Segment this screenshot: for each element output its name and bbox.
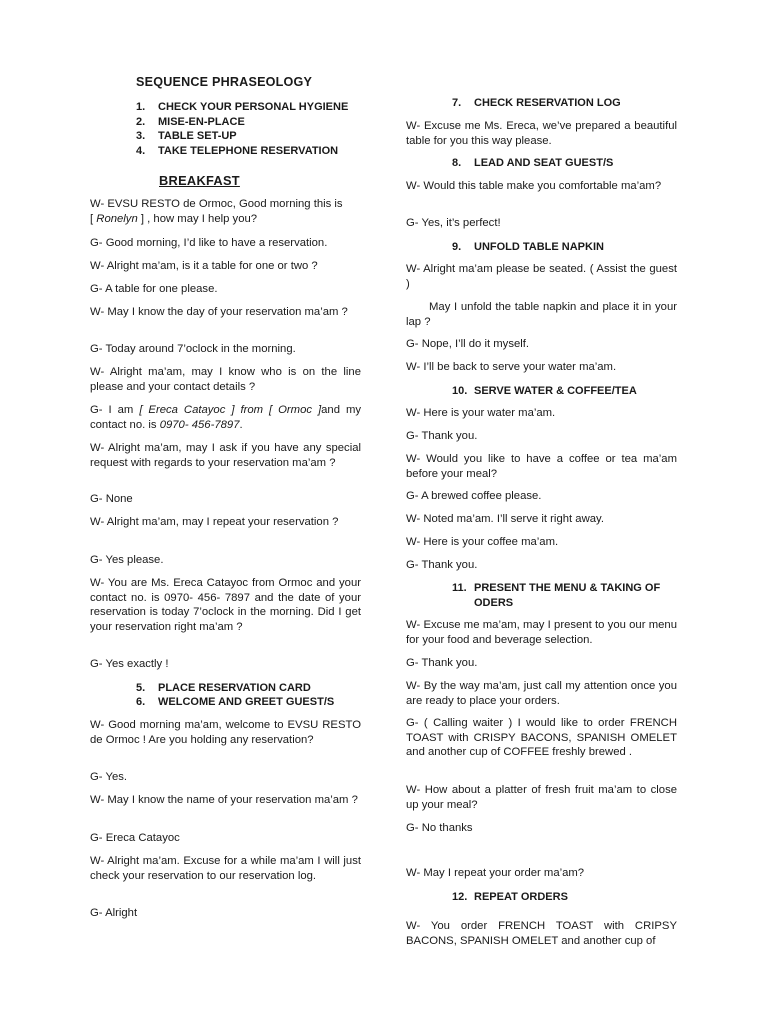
section-heading: 5. PLACE RESERVATION CARD <box>136 682 311 694</box>
dialogue-line: G- A table for one please. <box>90 283 218 295</box>
dialogue-line: W- May I know the day of your reservation ma’am ? <box>90 306 348 318</box>
section-heading: 12. REPEAT ORDERS <box>452 891 568 903</box>
dialogue-line: G- Nope, I’ll do it myself. <box>406 338 530 350</box>
dialogue-line: G- A brewed coffee please. <box>406 490 542 502</box>
dialogue-line: W- EVSU RESTO de Ormoc, Good morning this is [ Ronelyn ] , how may I help you? <box>90 198 343 225</box>
dialogue-line: G- Thank you. <box>406 430 478 442</box>
dialogue-line: G- Yes exactly ! <box>90 658 169 670</box>
dialogue-line: G- Alright <box>90 907 138 919</box>
dialogue-line: W- May I repeat your order ma’am? <box>406 867 585 879</box>
page-title: SEQUENCE PHRASEOLOGY <box>136 75 313 89</box>
dialogue-line: W- By the way ma’am, just call my attention once you are ready to place your orders. <box>406 680 677 707</box>
dialogue-line: W- Alright ma’am, may I know who is on the line please and your contact details ? <box>90 366 361 393</box>
dialogue-line: W- You order FRENCH TOAST with CRIPSY BACONS, SPANISH OMELET and another cup of <box>406 920 677 947</box>
dialogue-line: G- None <box>90 493 133 505</box>
dialogue-line: G- Yes please. <box>90 554 164 566</box>
dialogue-line: W- How about a platter of fresh fruit ma’am to close up your meal? <box>406 784 677 811</box>
list-item: 3. TABLE SET-UP <box>136 130 237 143</box>
dialogue-line: G- I am [ Ereca Catayoc ] from [ Ormoc ]and my contact no. is 0970- 456-7897. <box>90 404 362 431</box>
dialogue-line: G- No thanks <box>406 822 473 834</box>
section-heading: 6. WELCOME AND GREET GUEST/S <box>136 696 335 708</box>
dialogue-line: W- You are Ms. Ereca Catayoc from Ormoc and your contact no. is 0970- 456- 7897 and the date of your reservation is today 7’oclock in the morning. Did I get your reservation right ma’am ? <box>90 577 361 633</box>
dialogue-line: W- Noted ma’am. I’ll serve it right away. <box>406 513 604 525</box>
dialogue-line: W- Alright ma’am, may I repeat your reservation ? <box>90 516 339 528</box>
dialogue-line: G- Ereca Catayoc <box>90 832 180 844</box>
section-heading: 11. PRESENT THE MENU & TAKING OF <box>452 582 661 594</box>
dialogue-line: W- May I know the name of your reservation ma’am ? <box>90 794 358 806</box>
dialogue-line: W- Excuse me Ms. Ereca, we’ve prepared a beautiful table for you this way please. <box>406 120 677 147</box>
dialogue-line: W- Here is your coffee ma’am. <box>406 536 559 548</box>
dialogue-line: G- ( Calling waiter ) I would like to order FRENCH TOAST with CRISPY BACONS, SPANISH OMELET and another cup of COFFEE freshly brewed . <box>406 717 677 759</box>
list-item: 4. TAKE TELEPHONE RESERVATION <box>136 144 339 157</box>
dialogue-line: W- Would this table make you comfortable ma’am? <box>406 180 662 192</box>
dialogue-line: W- Alright ma’am, is it a table for one or two ? <box>90 260 318 272</box>
dialogue-line: W- Excuse me ma’am, may I present to you our menu for your food and beverage selection. <box>406 619 677 646</box>
dialogue-line: W- Here is your water ma’am. <box>406 407 556 419</box>
dialogue-line: G- Thank you. <box>406 657 478 669</box>
dialogue-line: G- Good morning, I’d like to have a reservation. <box>90 237 328 249</box>
dialogue-line: G- Yes. <box>90 771 128 783</box>
section-heading: 7. CHECK RESERVATION LOG <box>452 97 621 109</box>
list-item: 2. MISE-EN-PLACE <box>136 115 245 128</box>
section-heading: 9. UNFOLD TABLE NAPKIN <box>452 241 604 253</box>
dialogue-line: W- Would you like to have a coffee or tea ma’am before your meal? <box>406 453 677 480</box>
dialogue-line: G- Yes, it’s perfect! <box>406 217 501 229</box>
section-heading: 8. LEAD AND SEAT GUEST/S <box>452 157 614 169</box>
list-item: 1. CHECK YOUR PERSONAL HYGIENE <box>136 101 349 113</box>
dialogue-line: May I unfold the table napkin and place it in your lap ? <box>406 301 677 328</box>
steps-list <box>136 100 348 158</box>
breakfast-heading: BREAKFAST <box>159 173 240 188</box>
dialogue-line: W- Alright ma’am please be seated. ( Assist the guest ) <box>406 263 677 290</box>
dialogue-line: W- Good morning ma’am, welcome to EVSU RESTO de Ormoc ! Are you holding any reservation? <box>90 719 361 746</box>
section-heading: ODERS <box>474 597 514 609</box>
dialogue-line: W- Alright ma’am, may I ask if you have any special request with regards to your reservation ma’am ? <box>90 442 361 469</box>
dialogue-line: G- Thank you. <box>406 559 478 571</box>
dialogue-line: W- I’ll be back to serve your water ma’am. <box>406 361 617 373</box>
section-heading: 10. SERVE WATER & COFFEE/TEA <box>452 385 637 397</box>
dialogue-line: W- Alright ma’am. Excuse for a while ma’am I will just check your reservation to our reservation log. <box>90 855 361 882</box>
dialogue-line: G- Today around 7’oclock in the morning. <box>90 343 296 355</box>
